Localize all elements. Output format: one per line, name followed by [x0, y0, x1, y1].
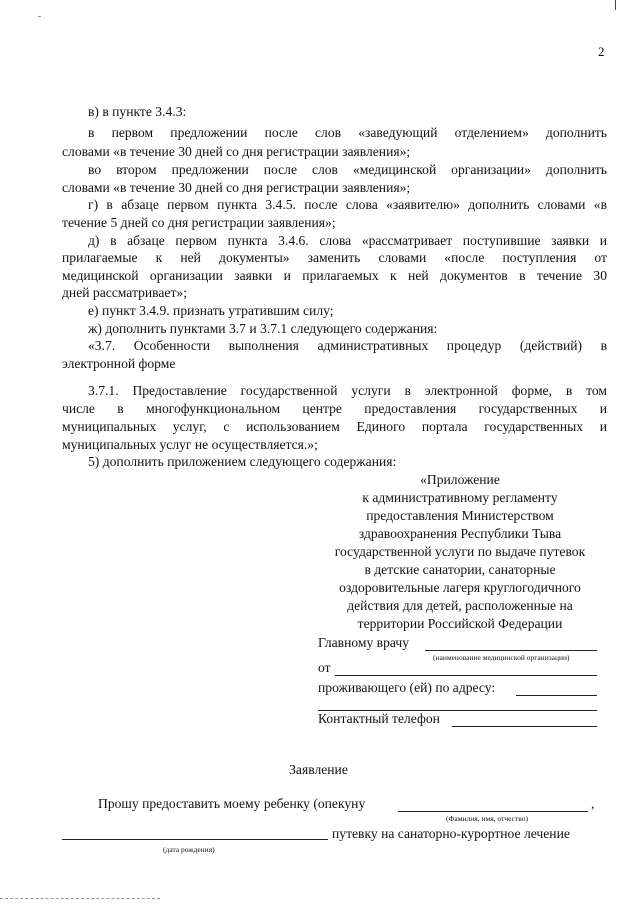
address-label: проживающего (ей) по адресу:: [318, 680, 496, 695]
body-line: муниципальных услуг не осуществляется.»;: [62, 437, 318, 452]
appendix-line: здравоохранения Республики Тыва: [358, 526, 562, 541]
body-line: течение 5 дней со дня регистрации заявления»;: [62, 215, 336, 230]
body-line: 5) дополнить приложением следующего содержания:: [88, 454, 397, 469]
appendix-line: «Приложение: [420, 472, 500, 487]
body-line: д) в абзаце первом пункта 3.4.6. слова «рассматривает поступившие заявки и: [88, 233, 607, 248]
scan-edge-mark: [615, 0, 616, 10]
appendix-line: к административному регламенту: [362, 490, 558, 505]
appendix-line: в детские санатории, санаторные: [364, 562, 556, 577]
body-line: в первом предложении после слов «заведующий отделением» дополнить: [88, 125, 607, 140]
phone-label: Контактный телефон: [318, 711, 440, 726]
appendix-line: территории Российской Федерации: [357, 616, 563, 631]
phone-field[interactable]: [452, 726, 597, 727]
address-field[interactable]: [516, 695, 597, 696]
appendix-line: оздоровительные лагеря круглогодичного: [339, 580, 581, 595]
body-line: во втором предложении после слов «медицинской организации» дополнить: [88, 162, 607, 177]
chief-doctor-label: Главному врачу: [318, 635, 410, 650]
org-name-field[interactable]: [425, 650, 597, 651]
body-line: муниципальных услуг, с использованием Единого портала государственных и: [62, 419, 607, 434]
body-line: ж) дополнить пунктами 3.7 и 3.7.1 следующего содержания:: [88, 321, 438, 336]
body-line: дней рассматривает»;: [62, 285, 187, 300]
appendix-line: государственной услуги по выдаче путевок: [334, 544, 586, 559]
body-line: электронной форме: [62, 356, 176, 371]
body-line: медицинской организации заявки и прилагаемых к ней документов в течение 30: [62, 268, 607, 283]
request-text: Прошу предоставить моему ребенку (опекуну: [98, 796, 366, 811]
appendix-line: предоставления Министерством: [366, 508, 554, 523]
body-line: е) пункт 3.4.9. признать утратившим силу;: [88, 303, 334, 318]
body-line: г) в абзаце первом пункта 3.4.5. после слова «заявителю» дополнить словами «в: [88, 197, 607, 212]
body-line: «3.7. Особенности выполнения административных процедур (действий) в: [88, 338, 607, 353]
birth-date-field[interactable]: [62, 839, 328, 840]
body-line: словами «в течение 30 дней со дня регистрации заявления»;: [62, 180, 411, 195]
request-comma: ,: [591, 796, 595, 811]
appendix-line: действия для детей, расположенные на: [347, 598, 573, 613]
voucher-text: путевку на санаторно-курортное лечение: [332, 826, 570, 841]
scan-speck: [38, 16, 41, 17]
page-number: 2: [598, 44, 605, 59]
birth-date-hint: (дата рождения): [163, 845, 215, 854]
statement-title: Заявление: [289, 762, 348, 777]
body-line: числе в многофункциональном центре предоставления государственных и: [62, 401, 607, 416]
from-label: от: [318, 660, 331, 675]
org-name-hint: (наименование медицинской организации): [433, 653, 570, 662]
child-name-hint: (Фамилия, имя, отчество): [446, 814, 528, 823]
body-line: словами «в течение 30 дней со дня регистрации заявления»;: [62, 144, 411, 159]
body-line: прилагаемые к ней документы» заменить словами «после поступления от: [62, 250, 607, 265]
child-name-field[interactable]: [398, 811, 588, 812]
scan-bottom-edge: [0, 898, 160, 899]
body-line: 3.7.1. Предоставление государственной услуги в электронной форме, в том: [88, 383, 607, 398]
body-line: в) в пункте 3.4.3:: [88, 104, 187, 119]
from-field[interactable]: [335, 675, 597, 676]
